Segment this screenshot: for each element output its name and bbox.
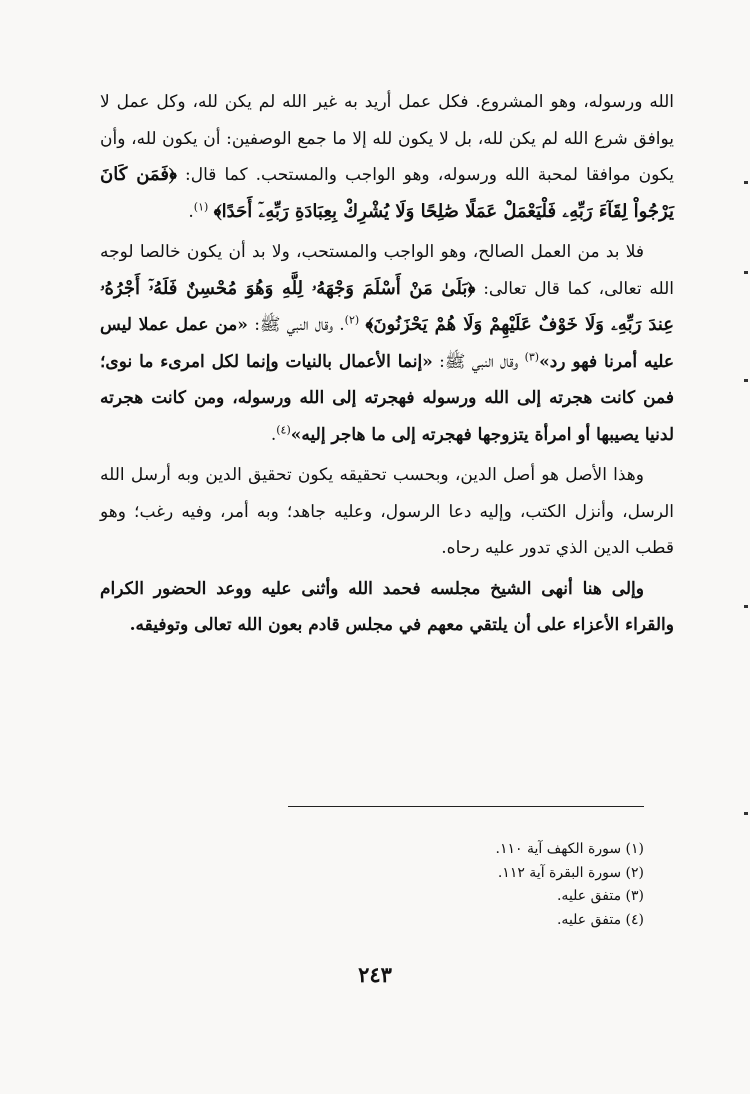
hadith-1: «من عمل عملا ليس عليه أمرنا فهو رد» <box>100 315 674 372</box>
footnote-2: (٢) سورة البقرة آية ١١٢. <box>497 864 644 881</box>
scan-edge-mark <box>744 812 748 815</box>
paragraph-2-mid2: وقال النبي ﷺ: <box>439 351 519 372</box>
footnotes <box>300 838 644 932</box>
paragraph-1 <box>100 84 674 230</box>
paragraph-2-text: فلا بد من العمل الصالح، وهو الواجب والمستحب، ولا بد أن يكون خالصا لوجه الله تعالى، كما قال تعالى: <box>100 242 675 299</box>
footnote-ref-1: (١) <box>193 199 209 213</box>
scan-edge-mark <box>744 181 748 184</box>
footnote-1: (١) سورة الكهف آية ١١٠. <box>495 841 644 857</box>
hadith-2: «إنما الأعمال بالنيات وإنما لكل امرىء ما نوى؛ فمن كانت هجرته إلى الله ورسوله فهجرته إلى الله ورسوله، ومن كانت هجرته لدنيا يصيبها أو امرأة يتزوجها فهجرته إلى ما هاجر إليه» <box>100 351 674 445</box>
paragraph-4: وإلى هنا أنهى الشيخ مجلسه فحمد الله وأثنى عليه ووعد الحضور الكرام والقراء الأعزاء على أن يلتقي معهم في مجلس قادم بعون الله تعالى وتوفيقه. <box>100 578 674 635</box>
footnote-3: (٣) متفق عليه. <box>556 888 644 904</box>
quran-verse-1: ﴿فَمَن كَانَ يَرْجُواْ لِقَآءَ رَبِّهِۦ فَلْيَعْمَلْ عَمَلًا صَٰلِحًا وَلَا يُشْرِكْ بِعِبَادَةِ رَبِّهِۦٓ أَحَدًا﴾ <box>100 164 674 222</box>
paragraph-2-end: . <box>270 424 277 445</box>
page-number: ٢٤٣ <box>358 962 392 987</box>
footnote-ref-4: (٤) <box>276 422 291 436</box>
footnote-ref-3: (٣) <box>524 349 540 363</box>
footnote-4: (٤) متفق عليه. <box>556 911 644 928</box>
scan-edge-mark <box>744 271 748 274</box>
paragraph-2-mid: . وقال النبي ﷺ: <box>254 315 345 335</box>
main-text <box>100 84 674 644</box>
paragraph-2 <box>100 234 674 453</box>
paragraph-1-end: . <box>188 201 194 222</box>
scan-edge-mark <box>744 605 748 608</box>
quran-verse-2: ﴿بَلَىٰ مَنْ أَسْلَمَ وَجْهَهُۥ لِلَّهِ وَهُوَ مُحْسِنٌ فَلَهُۥٓ أَجْرُهُۥ عِندَ رَبِّهِۦ وَلَا خَوْفٌ عَلَيْهِمْ وَلَا هُمْ يَحْزَنُونَ﴾ <box>100 277 675 335</box>
footnote-ref-2: (٢) <box>344 313 360 327</box>
scan-edge-mark <box>744 379 748 382</box>
footnote-divider <box>288 806 644 807</box>
paragraph-3: وهذا الأصل هو أصل الدين، وبحسب تحقيقه يكون تحقيق الدين وبه أرسل الله الرسل، وأنزل الكتب، وإليه دعا الرسول، وعليه جاهد؛ وبه أمر، وفيه رغب؛ وهو قطب الدين الذي تدور عليه رحاه. <box>100 465 674 558</box>
paragraph-1-text: الله ورسوله، وهو المشروع. فكل عمل أريد به غير الله لم يكن لله، وكل عمل لا يوافق شرع الله لم يكن لله، بل لا يكون لله إلا ما جمع الوصفين: أن يكون لله، وأن يكون موافقا لمحبة الله ورسوله، وهو الواجب والمستحب. كما قال: <box>100 92 674 185</box>
